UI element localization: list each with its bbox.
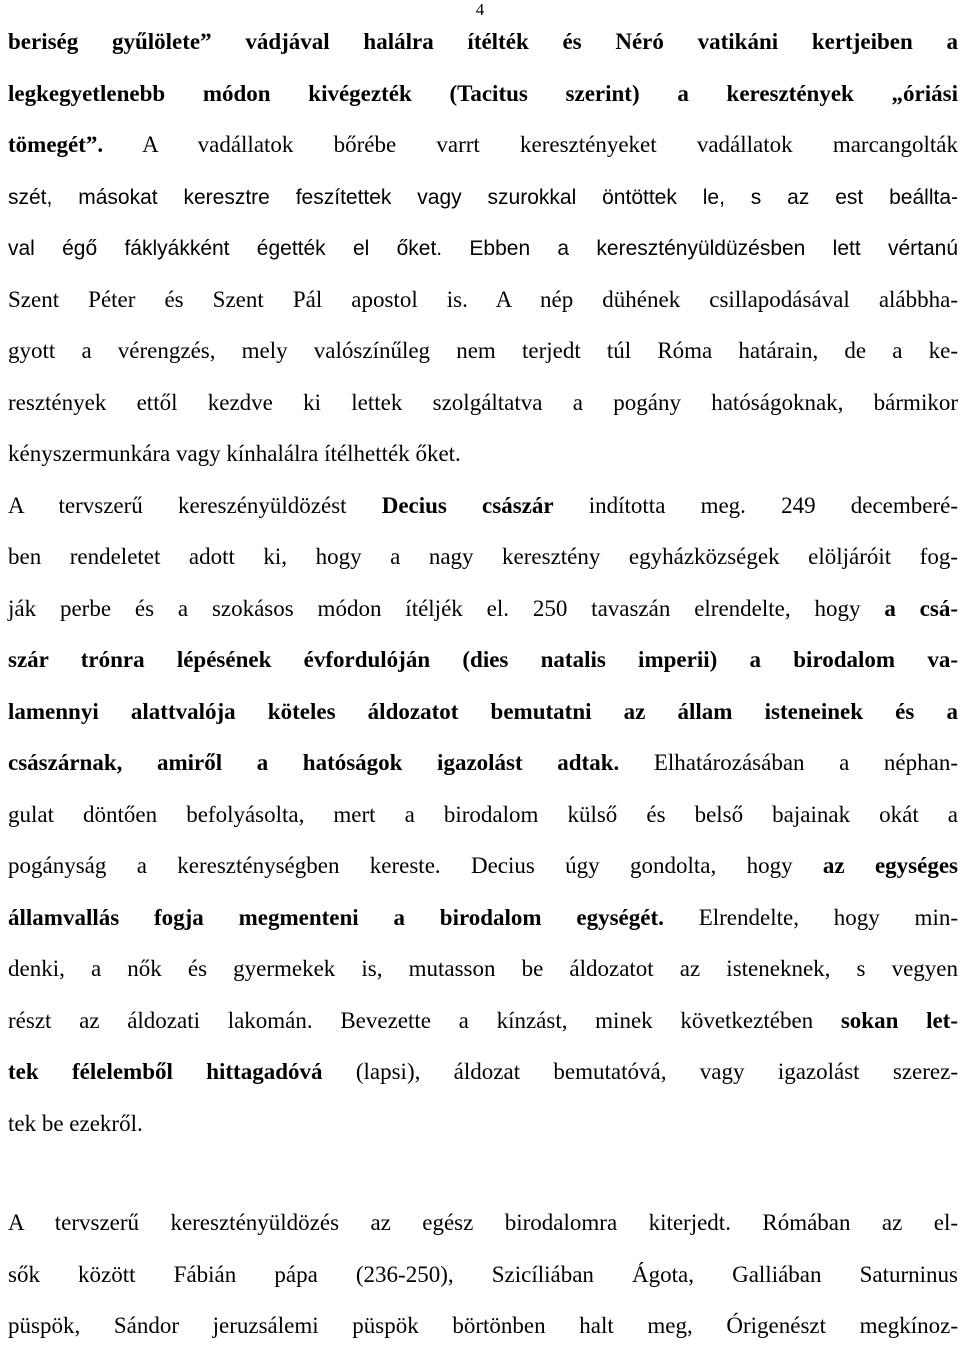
bold-run: a csá- — [884, 595, 958, 621]
text-line — [8, 840, 958, 892]
text-line — [8, 737, 958, 789]
text-line — [8, 16, 958, 68]
bold-run: államvallás fogja megmenteni a birodalom egységét. — [8, 904, 664, 930]
bold-run: beriség gyűlölete” vádjával halálra ítélték és Néró vatikáni kertjeiben a — [8, 29, 958, 54]
text-line — [8, 995, 958, 1047]
text-line — [8, 531, 958, 583]
text-line — [8, 377, 958, 429]
bold-run: legkegyetlenebb módon kivégezték (Tacitus szerint) a keresztények „óriási — [8, 80, 958, 106]
text-run: Elhatározásában a néphan- — [619, 750, 958, 775]
text-line — [8, 892, 958, 944]
bold-run: Decius császár — [381, 492, 554, 518]
text-line — [8, 1300, 958, 1352]
bold-run: az egységes — [822, 853, 958, 878]
bold-run: szár trónra lépésének évfordulóján (dies natalis imperii) a birodalom va- — [8, 647, 958, 672]
text-line — [8, 634, 958, 686]
text-run: val égő fáklyákként égették el őket. — [8, 237, 470, 260]
text-run: ják perbe és a szokásos módon ítéljék el. 250 tavaszán elrendelte, hogy — [8, 595, 885, 621]
paragraph-main — [8, 16, 958, 1149]
text-line — [8, 1098, 958, 1150]
text-line — [8, 274, 958, 326]
text-line — [8, 583, 958, 635]
text-line — [8, 222, 958, 274]
text-run: püspök, Sándor jeruzsálemi püspök börtönben halt meg, Órigenészt megkínoz- — [8, 1313, 958, 1338]
text-run: denki, a nők és gyermekek is, mutasson be áldozatot az isteneknek, s vegyen — [8, 956, 958, 981]
text-run: indította meg. 249 decemberé- — [553, 492, 959, 518]
text-line — [8, 1249, 958, 1301]
text-run: A tervszerű keresztényüldözés az egész birodalomra kiterjedt. Rómában az el- — [8, 1210, 958, 1235]
paragraph-second — [8, 1197, 958, 1352]
text-run: (lapsi), áldozat bemutatóvá, vagy igazolást szerez- — [322, 1059, 958, 1084]
bold-run: lamennyi alattvalója köteles áldozatot bemutatni az állam isteneinek és a — [8, 698, 958, 724]
text-run: A vadállatok bőrébe varrt keresztényeket vadállatok marcangolták — [103, 132, 958, 157]
bold-run: császárnak, amiről a hatóságok igazolást adtak. — [8, 750, 620, 775]
text-line — [8, 789, 958, 841]
text-run: szét, másokat keresztre feszítettek vagy szurokkal öntöttek le, s az est beállta- — [8, 185, 958, 209]
text-line — [8, 68, 958, 120]
text-run: A tervszerű kereszényüldözést — [8, 492, 382, 518]
text-line — [8, 119, 958, 171]
text-run: tek be ezekről. — [8, 1110, 143, 1136]
text-run: pogányság a kereszténységben kereste. Decius úgy gondolta, hogy — [8, 853, 823, 878]
text-line — [8, 686, 958, 738]
bold-run: tömegét”. — [8, 132, 104, 157]
text-line — [8, 1197, 958, 1249]
bold-run: sokan let- — [840, 1007, 958, 1033]
text-run: ben rendeletet adott ki, hogy a nagy keresztény egyházközségek elöljáróit fog- — [8, 544, 958, 569]
text-run: A nép dühének csillapodásával alábbha- — [495, 286, 958, 312]
text-run: Szent Péter és Szent Pál apostol is. — [8, 286, 496, 312]
text-run: resztények ettől kezdve ki lettek szolgáltatva a pogány hatóságoknak, bármikor — [8, 389, 958, 415]
text-run: részt az áldozati lakomán. Bevezette a kínzást, minek következtében — [8, 1007, 841, 1033]
text-run: kényszermunkára vagy kínhalálra ítélhették őket. — [8, 441, 461, 466]
text-line — [8, 325, 958, 377]
page-number: 4 — [475, 0, 485, 19]
text-run: Ebben a keresztényüldüzésben lett vértanú — [469, 237, 958, 260]
text-run: gulat döntően befolyásolta, mert a birodalom külső és belső bajainak okát a — [8, 801, 958, 827]
text-run: sők között Fábián pápa (236-250), Szicíliában Ágota, Galliában Saturninus — [8, 1261, 958, 1287]
text-line — [8, 1046, 958, 1098]
text-line — [8, 943, 958, 995]
text-line — [8, 428, 958, 480]
text-line — [8, 480, 958, 532]
text-line — [8, 171, 958, 223]
text-run: gyott a vérengzés, mely valószínűleg nem terjedt túl Róma határain, de a ke- — [8, 338, 958, 363]
text-run: Elrendelte, hogy min- — [663, 904, 958, 930]
bold-run: tek félelemből hittagadóvá — [8, 1059, 323, 1084]
